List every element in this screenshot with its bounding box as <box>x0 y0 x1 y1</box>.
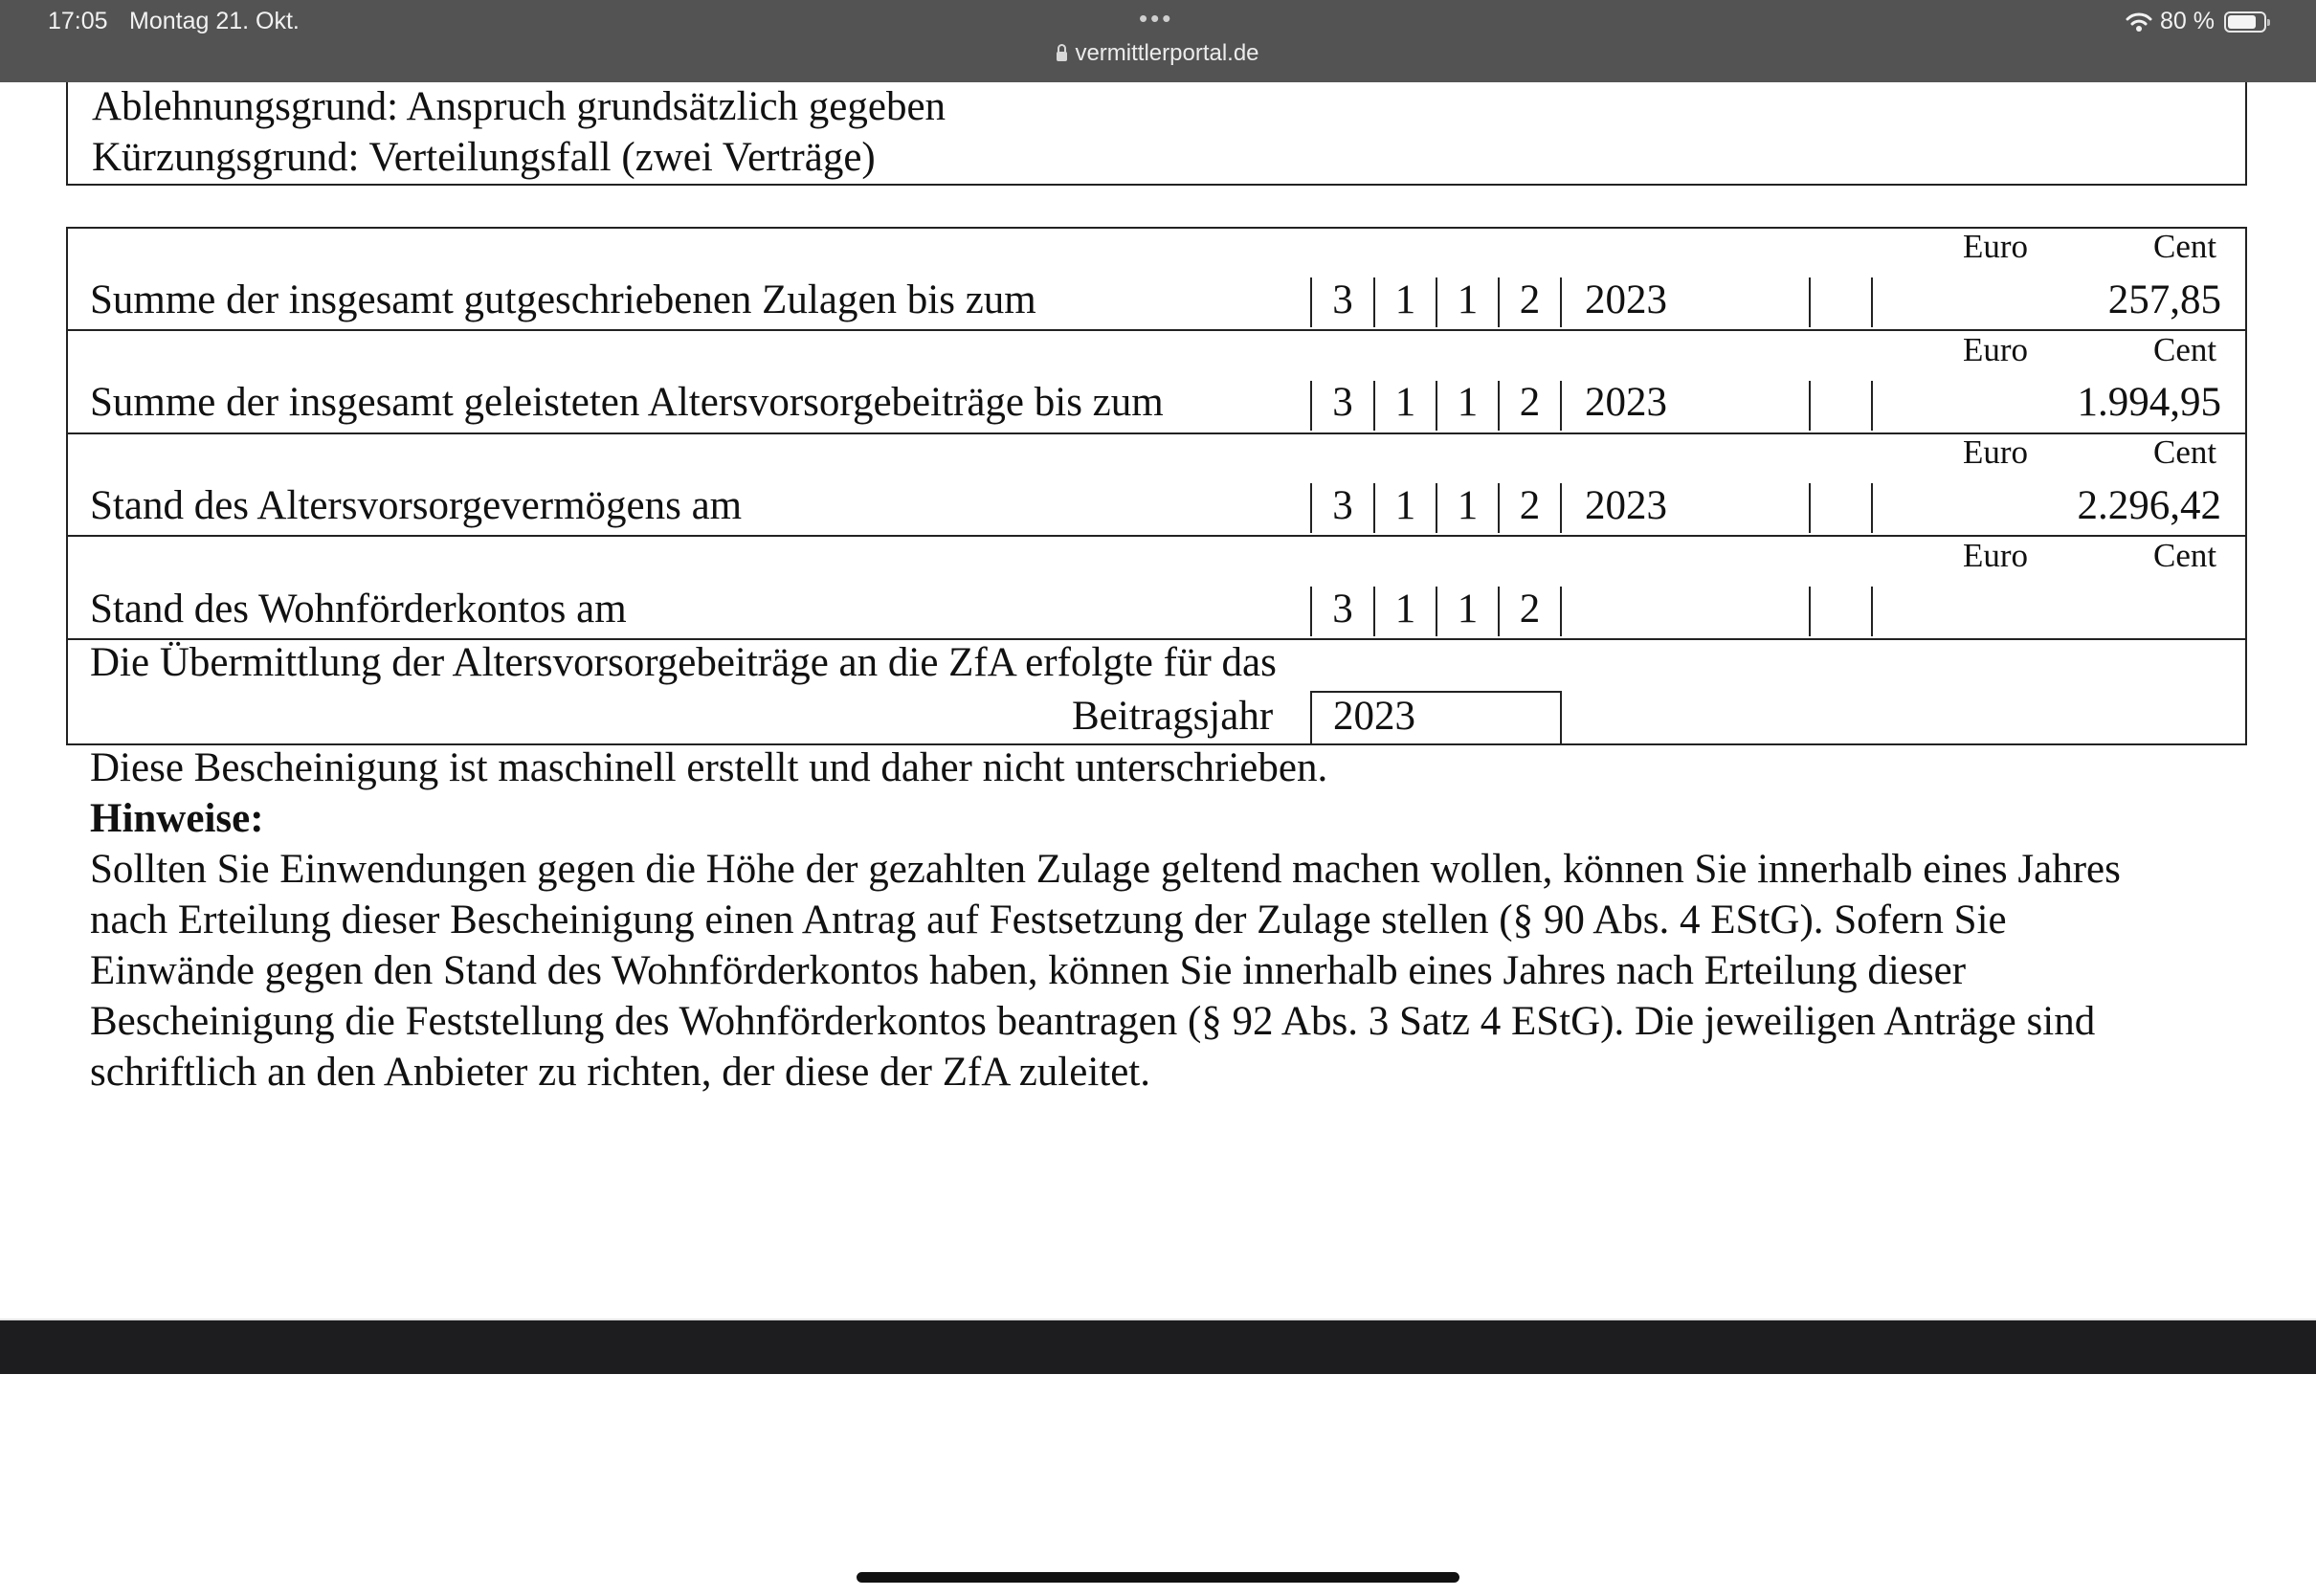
year-value: 2023 <box>1585 380 1667 425</box>
amount-value: 1.994,95 <box>2077 380 2221 425</box>
euro-label: Euro <box>1963 228 2029 265</box>
hints-line: Einwände gegen den Stand des Wohnförderkontos haben, können Sie innerhalb eines Jahres nach Erteilung dieser <box>90 948 1967 993</box>
month-digit-1: 1 <box>1457 380 1479 425</box>
hints-title: Hinweise: <box>90 796 264 841</box>
reason-box <box>66 82 2247 186</box>
hints-line: Sollten Sie Einwendungen gegen die Höhe der gezahlten Zulage geltend machen wollen, können Sie innerhalb eines Jahres <box>90 847 2121 892</box>
lock-icon <box>1057 52 1067 61</box>
clock: 17:05 <box>48 8 108 34</box>
row-label: Stand des Altersvorsorgevermögens am <box>90 483 743 528</box>
home-indicator[interactable] <box>857 1572 1459 1583</box>
euro-label: Euro <box>1963 433 2029 471</box>
hints-line: schriftlich an den Anbieter zu richten, der diese der ZfA zuleitet. <box>90 1050 1151 1095</box>
day-digit-2: 1 <box>1394 483 1416 528</box>
day-digit-2: 1 <box>1394 380 1416 425</box>
day-digit-1: 3 <box>1332 277 1353 322</box>
row-label: Summe der insgesamt gutgeschriebenen Zulagen bis zum <box>90 277 1036 322</box>
pdf-viewer-bottom-bar <box>0 1320 2316 1374</box>
euro-label: Euro <box>1963 537 2029 574</box>
address-bar[interactable] <box>0 40 2316 67</box>
cent-label: Cent <box>2153 537 2217 574</box>
year-value: 2023 <box>1585 277 1667 322</box>
battery-percent: 80 % <box>2160 8 2215 34</box>
browser-status-bar <box>0 0 2316 82</box>
amount-value: 257,85 <box>2107 277 2221 322</box>
day-digit-1: 3 <box>1332 587 1353 632</box>
transmission-text: Die Übermittlung der Altersvorsorgebeiträge an die ZfA erfolgte für das <box>90 640 1277 685</box>
status-indicators <box>2126 8 2266 35</box>
date: Montag 21. Okt. <box>129 8 300 34</box>
month-digit-1: 1 <box>1457 483 1479 528</box>
cent-label: Cent <box>2153 331 2217 368</box>
euro-label: Euro <box>1963 331 2029 368</box>
contribution-year-label: Beitragsjahr <box>1072 694 1274 739</box>
multitasking-dots-icon[interactable]: ••• <box>1139 4 1174 33</box>
day-digit-2: 1 <box>1394 587 1416 632</box>
reduction-reason: Kürzungsgrund: Verteilungsfall (zwei Verträge) <box>92 135 876 180</box>
battery-level <box>2228 15 2256 29</box>
cent-label: Cent <box>2153 433 2217 471</box>
amount-value: 2.296,42 <box>2077 483 2221 528</box>
battery-icon <box>2224 11 2266 33</box>
day-digit-1: 3 <box>1332 380 1353 425</box>
url-text: vermittlerportal.de <box>1075 40 1259 66</box>
hints-line: nach Erteilung dieser Bescheinigung einen Antrag auf Festsetzung der Zulage stellen (§ 90 Abs. 4 EStG). Sofern Sie <box>90 898 2007 942</box>
contribution-year-value: 2023 <box>1333 694 1415 739</box>
rejection-reason: Ablehnungsgrund: Anspruch grundsätzlich gegeben <box>92 84 946 129</box>
day-digit-1: 3 <box>1332 483 1353 528</box>
month-digit-2: 2 <box>1519 483 1541 528</box>
wifi-icon <box>2126 11 2152 33</box>
month-digit-1: 1 <box>1457 277 1479 322</box>
machine-generated-notice: Diese Bescheinigung ist maschinell erstellt und daher nicht unterschrieben. <box>90 745 1328 790</box>
row-label: Stand des Wohnförderkontos am <box>90 587 627 632</box>
day-digit-2: 1 <box>1394 277 1416 322</box>
month-digit-2: 2 <box>1519 587 1541 632</box>
month-digit-2: 2 <box>1519 277 1541 322</box>
hints-line: Bescheinigung die Feststellung des Wohnförderkontos beantragen (§ 92 Abs. 3 Satz 4 EStG). Die jeweiligen Anträge sind <box>90 999 2096 1044</box>
month-digit-2: 2 <box>1519 380 1541 425</box>
month-digit-1: 1 <box>1457 587 1479 632</box>
cent-label: Cent <box>2153 228 2217 265</box>
row-label: Summe der insgesamt geleisteten Altersvorsorgebeiträge bis zum <box>90 380 1164 425</box>
year-value: 2023 <box>1585 483 1667 528</box>
